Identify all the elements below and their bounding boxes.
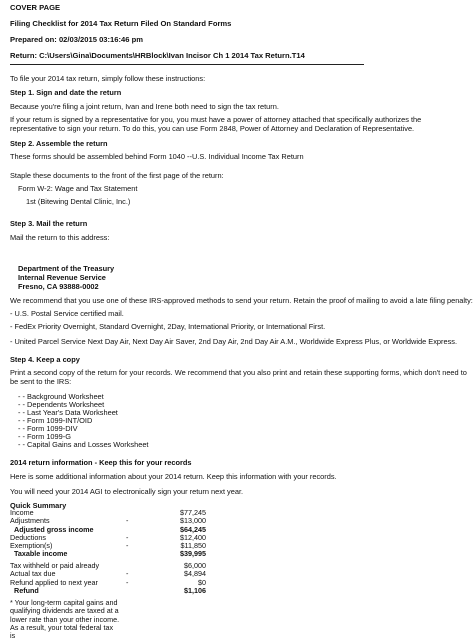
address-line: Department of the Treasury	[18, 264, 115, 273]
summary-value: $0	[198, 577, 206, 587]
supporting-form-item: - - Last Year's Data Worksheet	[18, 408, 118, 417]
summary-operator: -	[126, 569, 129, 579]
summary-value: $4,894	[184, 569, 206, 579]
info-heading: 2014 return information - Keep this for your records	[10, 458, 192, 467]
quick-summary-heading: Quick Summary	[10, 501, 67, 510]
summary-operator: -	[126, 532, 129, 542]
capital-gains-footnote: * Your long-term capital gains and qualifying dividends are taxed at a lower rate than your other income. As a result, your total federal tax is	[10, 598, 120, 640]
step3-mail-text: Mail the return to this address:	[10, 233, 110, 242]
agi-note: You will need your 2014 AGI to electronically sign your return next year.	[10, 487, 244, 496]
intro-text: To file your 2014 tax return, simply follow these instructions:	[10, 74, 206, 83]
step3-methods-intro: We recommend that you use one of these IRS-approved methods to send your return. Retain the proof of mailing to avoid a late filing penalty:	[10, 296, 473, 305]
supporting-form-item: - - Dependents Worksheet	[18, 400, 105, 409]
cover-page-label: COVER PAGE	[10, 3, 61, 12]
address-line: Internal Revenue Service	[18, 273, 106, 282]
supporting-form-item: - - Capital Gains and Losses Worksheet	[18, 440, 149, 449]
summary-label: Income	[10, 508, 34, 517]
prepared-date: Prepared on: 02/03/2015 03:16:46 pm	[10, 35, 143, 44]
summary-operator: -	[126, 577, 129, 587]
step2-staple-text: Staple these documents to the front of the first page of the return:	[10, 171, 224, 180]
summary-operator: -	[126, 541, 129, 551]
summary-value: $13,000	[180, 516, 206, 526]
supporting-form-item: - - Form 1099-INT/OID	[18, 416, 93, 425]
step1-representative-text: If your return is signed by a representative for you, you must have a power of attorney attached that specifically authorizes the representative to sign your return. To do this, you can use Form 2848, Power of Attorney and Declaration of Representative.	[10, 115, 422, 133]
supporting-form-item: - - Form 1099-DIV	[18, 424, 78, 433]
step2-heading: Step 2. Assemble the return	[10, 139, 108, 148]
step1-heading: Step 1. Sign and date the return	[10, 88, 122, 97]
header-divider	[10, 64, 364, 65]
address-line: Fresno, CA 93888-0002	[18, 282, 99, 291]
mail-method-item: - United Parcel Service Next Day Air, Next Day Air Saver, 2nd Day Air, 2nd Day Air A.M., Worldwide Express Plus, or Worldwide Express.	[10, 337, 458, 346]
form-w2-detail: 1st (Bitewing Dental Clinic, Inc.)	[26, 197, 131, 206]
mail-method-item: - FedEx Priority Overnight, Standard Overnight, 2Day, International Priority, or International First.	[10, 322, 326, 331]
step2-assemble-text: These forms should be assembled behind Form 1040 --U.S. Individual Income Tax Return	[10, 152, 304, 161]
summary-table-income	[10, 509, 206, 559]
summary-value: $1,106	[184, 585, 206, 595]
summary-value: $6,000	[184, 561, 206, 570]
summary-operator: -	[126, 516, 129, 526]
summary-row-total	[10, 550, 206, 558]
step4-heading: Step 4. Keep a copy	[10, 355, 80, 364]
summary-label: Tax withheld or paid already	[10, 561, 100, 570]
summary-row-total	[10, 587, 206, 595]
supporting-form-item: - - Background Worksheet	[18, 392, 104, 401]
supporting-form-item: - - Form 1099-G	[18, 432, 71, 441]
summary-label: Adjustments	[10, 516, 50, 526]
summary-label: Exemption(s)	[10, 541, 53, 551]
document-title: Filing Checklist for 2014 Tax Return Filed On Standard Forms	[10, 19, 232, 28]
summary-value: $11,850	[180, 541, 206, 551]
summary-value: $77,245	[180, 508, 206, 517]
summary-label: Taxable income	[14, 549, 68, 559]
summary-label: Refund applied to next year	[10, 577, 98, 587]
summary-label: Deductions	[10, 532, 46, 542]
step3-heading: Step 3. Mail the return	[10, 219, 88, 228]
summary-label: Actual tax due	[10, 569, 56, 579]
summary-value: $12,400	[180, 532, 206, 542]
step4-text: Print a second copy of the return for your records. We recommend that you also print and retain these supporting forms, which don't need to be sent to the IRS:	[10, 368, 467, 386]
form-w2-item: Form W-2: Wage and Tax Statement	[18, 184, 138, 193]
info-text: Here is some additional information about your 2014 return. Keep this information with your records.	[10, 472, 337, 481]
summary-value: $39,995	[180, 549, 206, 559]
summary-label: Refund	[14, 585, 39, 595]
summary-table-tax	[10, 562, 206, 595]
return-path: Return: C:\Users\Gina\Documents\HRBlock\Ivan Incisor Ch 1 2014 Tax Return.T14	[10, 51, 305, 60]
summary-label: Adjusted gross income	[14, 524, 94, 534]
summary-value: $64,245	[180, 524, 206, 534]
summary-row	[10, 579, 206, 587]
step1-joint-text: Because you're filing a joint return, Ivan and Irene both need to sign the tax return.	[10, 102, 279, 111]
mail-method-item: - U.S. Postal Service certified mail.	[10, 309, 124, 318]
